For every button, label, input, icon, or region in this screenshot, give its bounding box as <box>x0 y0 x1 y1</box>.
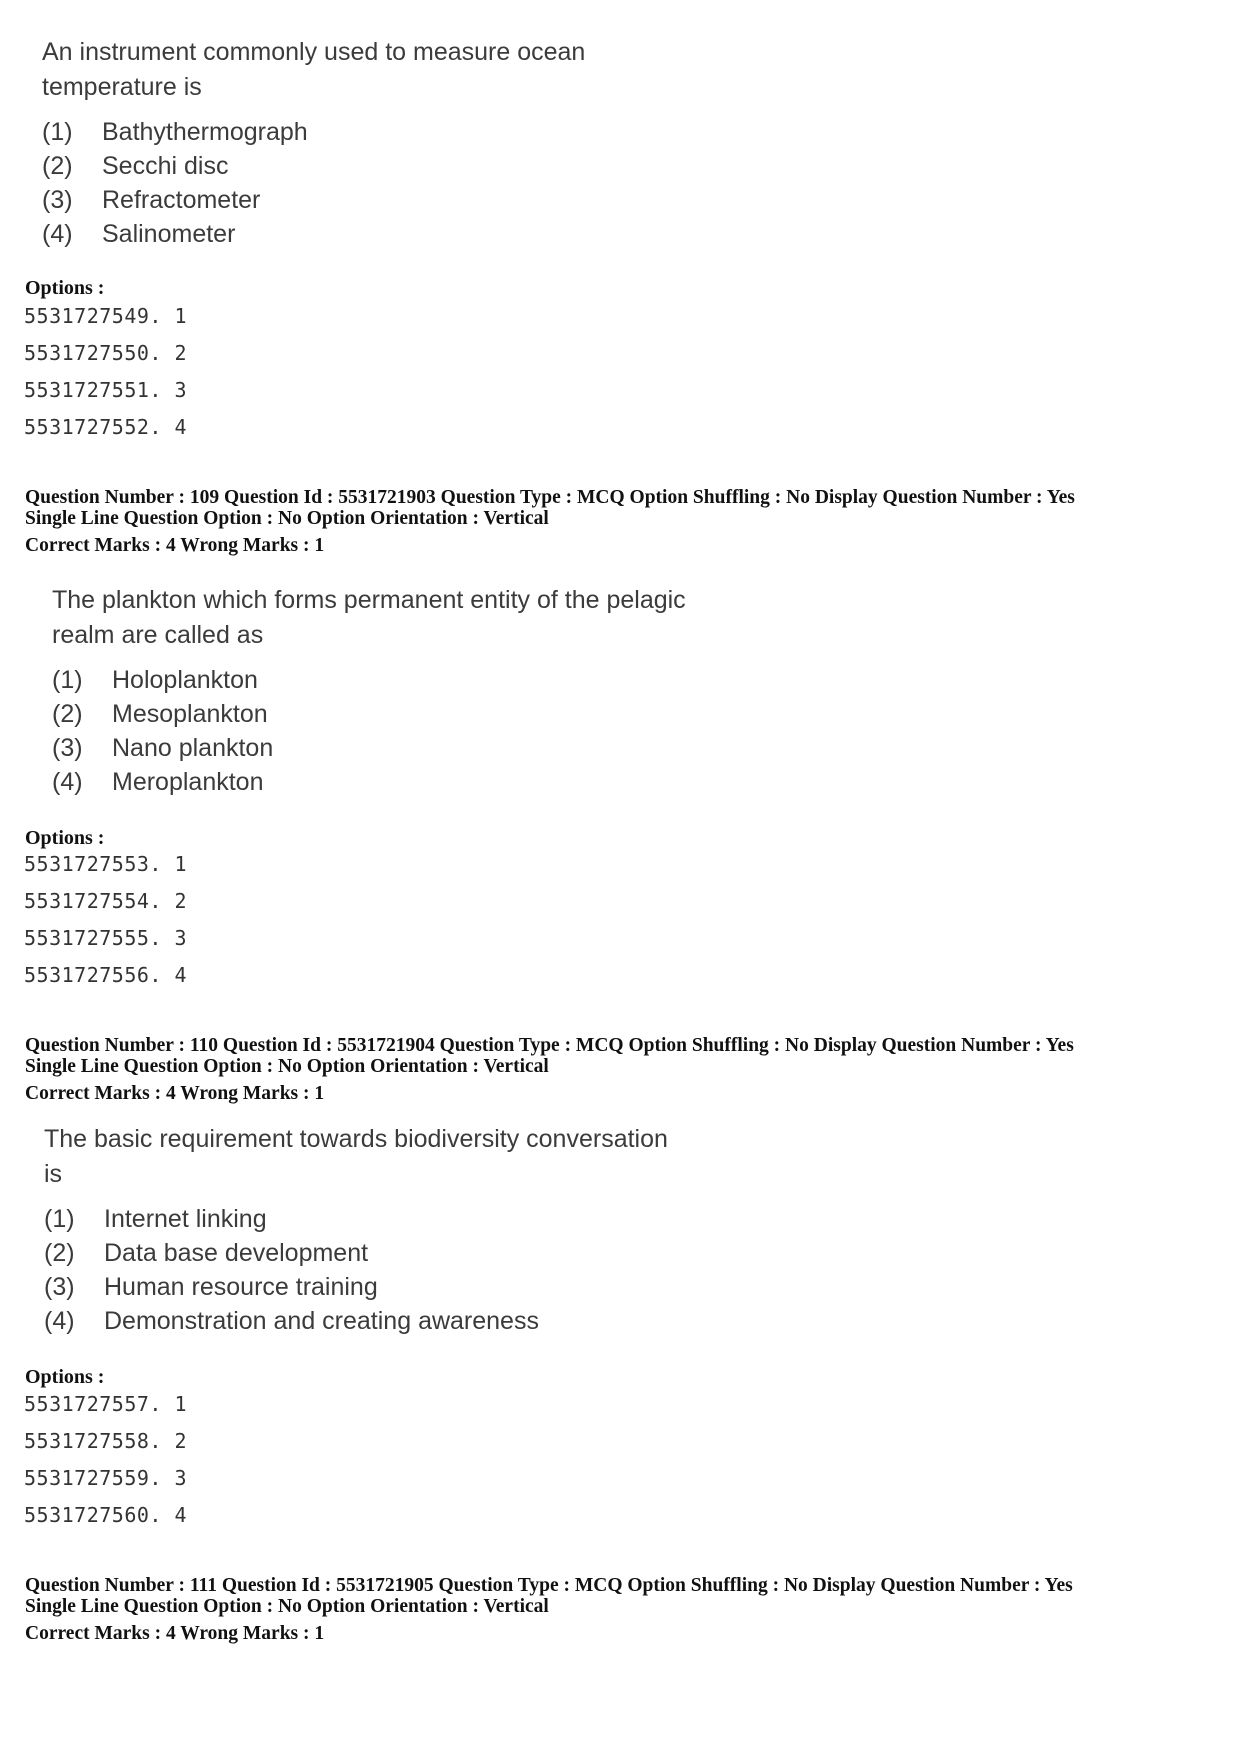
option-id: 5531727553. 1 <box>24 852 188 876</box>
choice-number: (4) <box>42 220 73 248</box>
choice-text: Holoplankton <box>112 666 258 694</box>
answer-choice <box>52 731 752 765</box>
question-stem-line: The basic requirement towards biodiversity conversation <box>44 1125 668 1153</box>
answer-choice <box>52 765 752 799</box>
answer-choice <box>42 183 742 217</box>
choice-text: Meroplankton <box>112 768 264 796</box>
question-meta-line: Question Number : 109 Question Id : 5531721903 Question Type : MCQ Option Shuffling : No Display Question Number : Yes <box>25 487 1075 508</box>
choice-number: (2) <box>44 1239 75 1267</box>
question-stem <box>44 1122 744 1192</box>
answer-choice <box>44 1236 744 1270</box>
options-label: Options : <box>25 277 105 299</box>
choice-number: (4) <box>52 768 83 796</box>
choice-text: Nano plankton <box>112 734 274 762</box>
option-id: 5531727559. 3 <box>24 1466 188 1490</box>
choice-number: (2) <box>42 152 73 180</box>
question-meta-line: Question Number : 111 Question Id : 5531721905 Question Type : MCQ Option Shuffling : No Display Question Number : Yes <box>25 1575 1073 1596</box>
choice-text: Internet linking <box>104 1205 267 1233</box>
question-meta-line: Question Number : 110 Question Id : 5531721904 Question Type : MCQ Option Shuffling : No Display Question Number : Yes <box>25 1035 1074 1056</box>
question-meta-line: Single Line Question Option : No Option Orientation : Vertical <box>25 1596 549 1617</box>
question-stem <box>52 583 752 653</box>
choice-text: Mesoplankton <box>112 700 268 728</box>
choice-text: Data base development <box>104 1239 369 1267</box>
option-id: 5531727558. 2 <box>24 1429 188 1453</box>
option-id: 5531727555. 3 <box>24 926 188 950</box>
question-stem-line: An instrument commonly used to measure ocean <box>42 38 586 66</box>
choice-text: Demonstration and creating awareness <box>104 1307 539 1335</box>
choice-text: Secchi disc <box>102 152 229 180</box>
marks-line: Correct Marks : 4 Wrong Marks : 1 <box>25 1083 325 1104</box>
option-id: 5531727552. 4 <box>24 415 188 439</box>
question-meta-line: Single Line Question Option : No Option Orientation : Vertical <box>25 508 549 529</box>
option-id: 5531727550. 2 <box>24 341 188 365</box>
question-stem-line: temperature is <box>42 73 202 101</box>
answer-choice <box>44 1304 744 1338</box>
answer-choice <box>42 115 742 149</box>
question-image-108 <box>42 35 742 251</box>
question-stem-line: The plankton which forms permanent entity of the pelagic <box>52 586 686 614</box>
option-id: 5531727560. 4 <box>24 1503 188 1527</box>
question-stem-line: is <box>44 1160 63 1188</box>
choice-number: (4) <box>44 1307 75 1335</box>
choice-number: (1) <box>42 118 73 146</box>
question-stem <box>42 35 682 105</box>
answer-choice <box>52 697 752 731</box>
choice-text: Human resource training <box>104 1273 378 1301</box>
choice-number: (1) <box>52 666 83 694</box>
answer-choice <box>52 663 752 697</box>
option-id: 5531727557. 1 <box>24 1392 188 1416</box>
question-image-110 <box>44 1122 744 1338</box>
question-meta-line: Single Line Question Option : No Option Orientation : Vertical <box>25 1056 549 1077</box>
choice-number: (3) <box>44 1273 75 1301</box>
question-meta <box>25 487 1225 556</box>
choice-number: (2) <box>52 700 83 728</box>
choice-text: Salinometer <box>102 220 236 248</box>
options-label: Options : <box>25 1366 105 1388</box>
choice-text: Bathythermograph <box>102 118 308 146</box>
question-image-109 <box>52 583 752 799</box>
option-id: 5531727556. 4 <box>24 963 188 987</box>
question-meta <box>25 1575 1225 1644</box>
option-id: 5531727554. 2 <box>24 889 188 913</box>
choice-number: (3) <box>52 734 83 762</box>
option-id: 5531727549. 1 <box>24 304 188 328</box>
question-stem-line: realm are called as <box>52 621 264 649</box>
options-label: Options : <box>25 827 105 849</box>
answer-choice <box>44 1202 744 1236</box>
marks-line: Correct Marks : 4 Wrong Marks : 1 <box>25 1623 325 1644</box>
answer-choice <box>44 1270 744 1304</box>
answer-choice <box>42 149 742 183</box>
question-meta <box>25 1035 1225 1104</box>
marks-line: Correct Marks : 4 Wrong Marks : 1 <box>25 535 325 556</box>
option-id: 5531727551. 3 <box>24 378 188 402</box>
choice-number: (3) <box>42 186 73 214</box>
choice-number: (1) <box>44 1205 75 1233</box>
answer-choice <box>42 217 742 251</box>
choice-text: Refractometer <box>102 186 261 214</box>
